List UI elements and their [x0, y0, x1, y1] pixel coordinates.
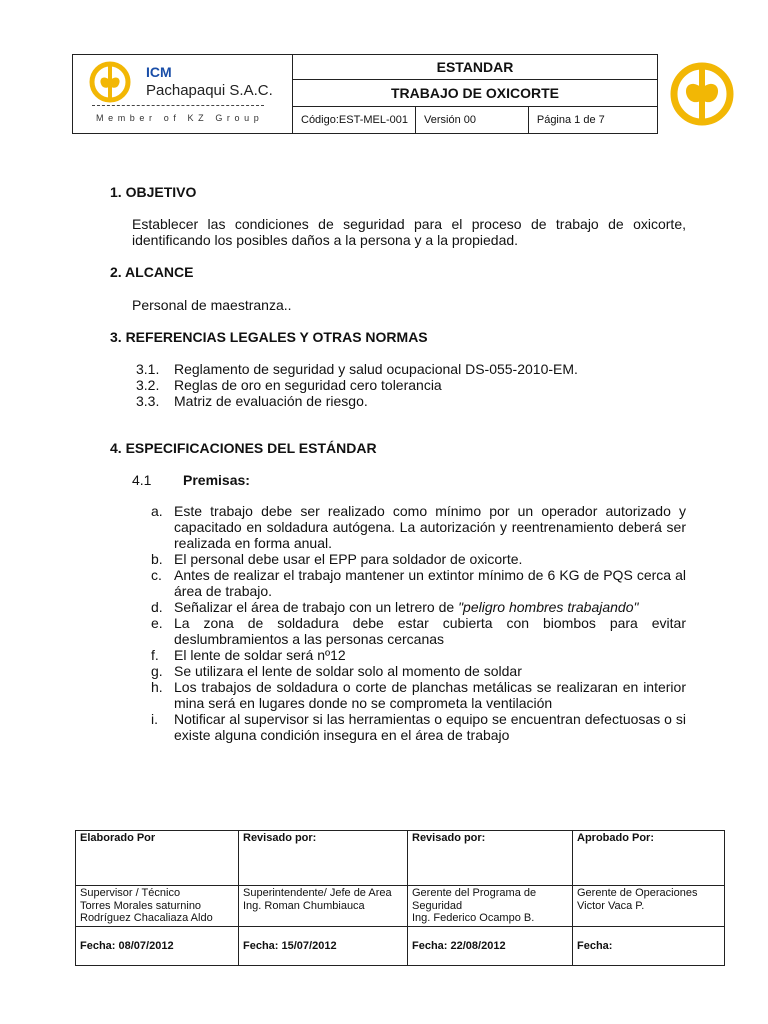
list-item	[151, 615, 686, 647]
person-line: Rodríguez Chacaliaza Aldo	[80, 912, 213, 924]
aprobado-header: Aprobado Por:	[573, 831, 725, 886]
doc-type: ESTANDAR	[293, 55, 658, 80]
elaborado-cell	[76, 886, 239, 927]
revisado-header-1: Revisado por:	[239, 831, 408, 886]
section-especificaciones-title: 4. ESPECIFICACIONES DEL ESTÁNDAR	[110, 440, 377, 456]
elaborado-header: Elaborado Por	[76, 831, 239, 886]
ref-item-text: Reglamento de seguridad y salud ocupacional DS-055-2010-EM.	[174, 361, 578, 377]
list-letter: e.	[151, 615, 163, 631]
person-line: Gerente de Operaciones	[577, 887, 698, 899]
person-line: Torres Morales saturnino	[80, 899, 202, 912]
person-line: Victor Vaca P.	[577, 899, 645, 912]
list-item	[151, 567, 686, 599]
list-item	[151, 679, 686, 711]
list-text: La zona de soldadura debe estar cubierta con biombos para evitar deslumbramientos a las personas cercanas	[174, 615, 686, 647]
aprobado-cell	[573, 886, 725, 927]
logo-divider	[92, 105, 264, 106]
subsection-number: 4.1	[132, 472, 152, 488]
doc-code: Código:EST-MEL-001	[293, 107, 416, 134]
subsection-premisas-title: Premisas:	[183, 472, 250, 488]
list-text: El personal debe usar el EPP para soldador de oxicorte.	[174, 551, 523, 567]
section-alcance-text: Personal de maestranza..	[132, 297, 292, 313]
revisado-cell-1	[239, 886, 408, 927]
list-text: El lente de soldar será nº12	[174, 647, 346, 663]
person-line: Gerente del Programa de	[412, 887, 537, 899]
list-text: Este trabajo debe ser realizado como mínimo por un operador autorizado y capacitado en soldadura autógena. La autorización y reentrenamiento deberá ser realizada en forma anual.	[174, 503, 686, 551]
ref-item-number: 3.1.	[136, 361, 160, 377]
list-item	[151, 711, 686, 743]
section-objetivo-text: Establecer las condiciones de seguridad para el proceso de trabajo de oxicorte, identificando los posibles daños a la persona y a la propiedad.	[132, 216, 686, 248]
list-item	[151, 599, 686, 615]
list-text: Notificar al supervisor si las herramientas o equipo se encuentran defectuosas o si existe alguna condición insegura en el área de trabajo	[174, 711, 686, 743]
section-referencias-title: 3. REFERENCIAS LEGALES Y OTRAS NORMAS	[110, 329, 428, 345]
ref-item-number: 3.2.	[136, 377, 160, 393]
revisado-cell-2	[408, 886, 573, 927]
revisado-header-2: Revisado por:	[408, 831, 573, 886]
list-text: Antes de realizar el trabajo mantener un extintor mínimo de 6 KG de PQS cerca al área de trabajo.	[174, 567, 686, 599]
list-text: Los trabajos de soldadura o corte de planchas metálicas se realizaran en interior mina será en lugares donde no se comprometa la ventilación	[174, 679, 686, 711]
company-short-name: ICM	[146, 64, 172, 80]
list-letter: g.	[151, 663, 163, 679]
fecha-revisado-2: Fecha: 22/08/2012	[408, 926, 573, 965]
section-alcance-title: 2. ALCANCE	[110, 264, 194, 280]
list-item	[151, 551, 686, 567]
list-text: Señalizar el área de trabajo con un letrero de	[174, 599, 459, 615]
list-item	[151, 503, 686, 551]
member-line: Member of KZ Group	[96, 113, 264, 123]
list-letter: b.	[151, 551, 163, 567]
company-logo-icon	[88, 60, 132, 104]
ref-item-number: 3.3.	[136, 393, 160, 409]
fecha-aprobado: Fecha:	[573, 926, 725, 965]
brand-logo-icon	[662, 58, 742, 130]
header-table	[292, 54, 658, 134]
list-text: Se utilizara el lente de soldar solo al momento de soldar	[174, 663, 522, 679]
person-line: Supervisor / Técnico	[80, 887, 181, 899]
premisas-list	[151, 503, 686, 743]
doc-version: Versión 00	[416, 107, 529, 134]
doc-title: TRABAJO DE OXICORTE	[293, 80, 658, 107]
fecha-elaborado: Fecha: 08/07/2012	[76, 926, 239, 965]
list-letter: d.	[151, 599, 163, 615]
section-objetivo-title: 1. OBJETIVO	[110, 184, 197, 200]
list-text-italic: "peligro hombres trabajando"	[458, 599, 639, 615]
list-letter: a.	[151, 503, 163, 519]
list-item	[151, 647, 686, 663]
company-name: Pachapaqui S.A.C.	[146, 82, 273, 99]
approval-table	[75, 830, 725, 966]
ref-item-text: Reglas de oro en seguridad cero tolerancia	[174, 377, 442, 393]
list-letter: h.	[151, 679, 163, 695]
person-line: Ing. Federico Ocampo B.	[412, 912, 535, 924]
person-line: Seguridad	[412, 899, 463, 912]
list-letter: c.	[151, 567, 162, 583]
list-item	[151, 663, 686, 679]
person-line: Ing. Roman Chumbiauca	[243, 899, 365, 912]
person-line: Superintendente/ Jefe de Area	[243, 887, 392, 899]
fecha-revisado-1: Fecha: 15/07/2012	[239, 926, 408, 965]
list-letter: i.	[151, 711, 158, 727]
ref-item-text: Matriz de evaluación de riesgo.	[174, 393, 368, 409]
list-letter: f.	[151, 647, 159, 663]
doc-page: Página 1 de 7	[528, 107, 657, 134]
